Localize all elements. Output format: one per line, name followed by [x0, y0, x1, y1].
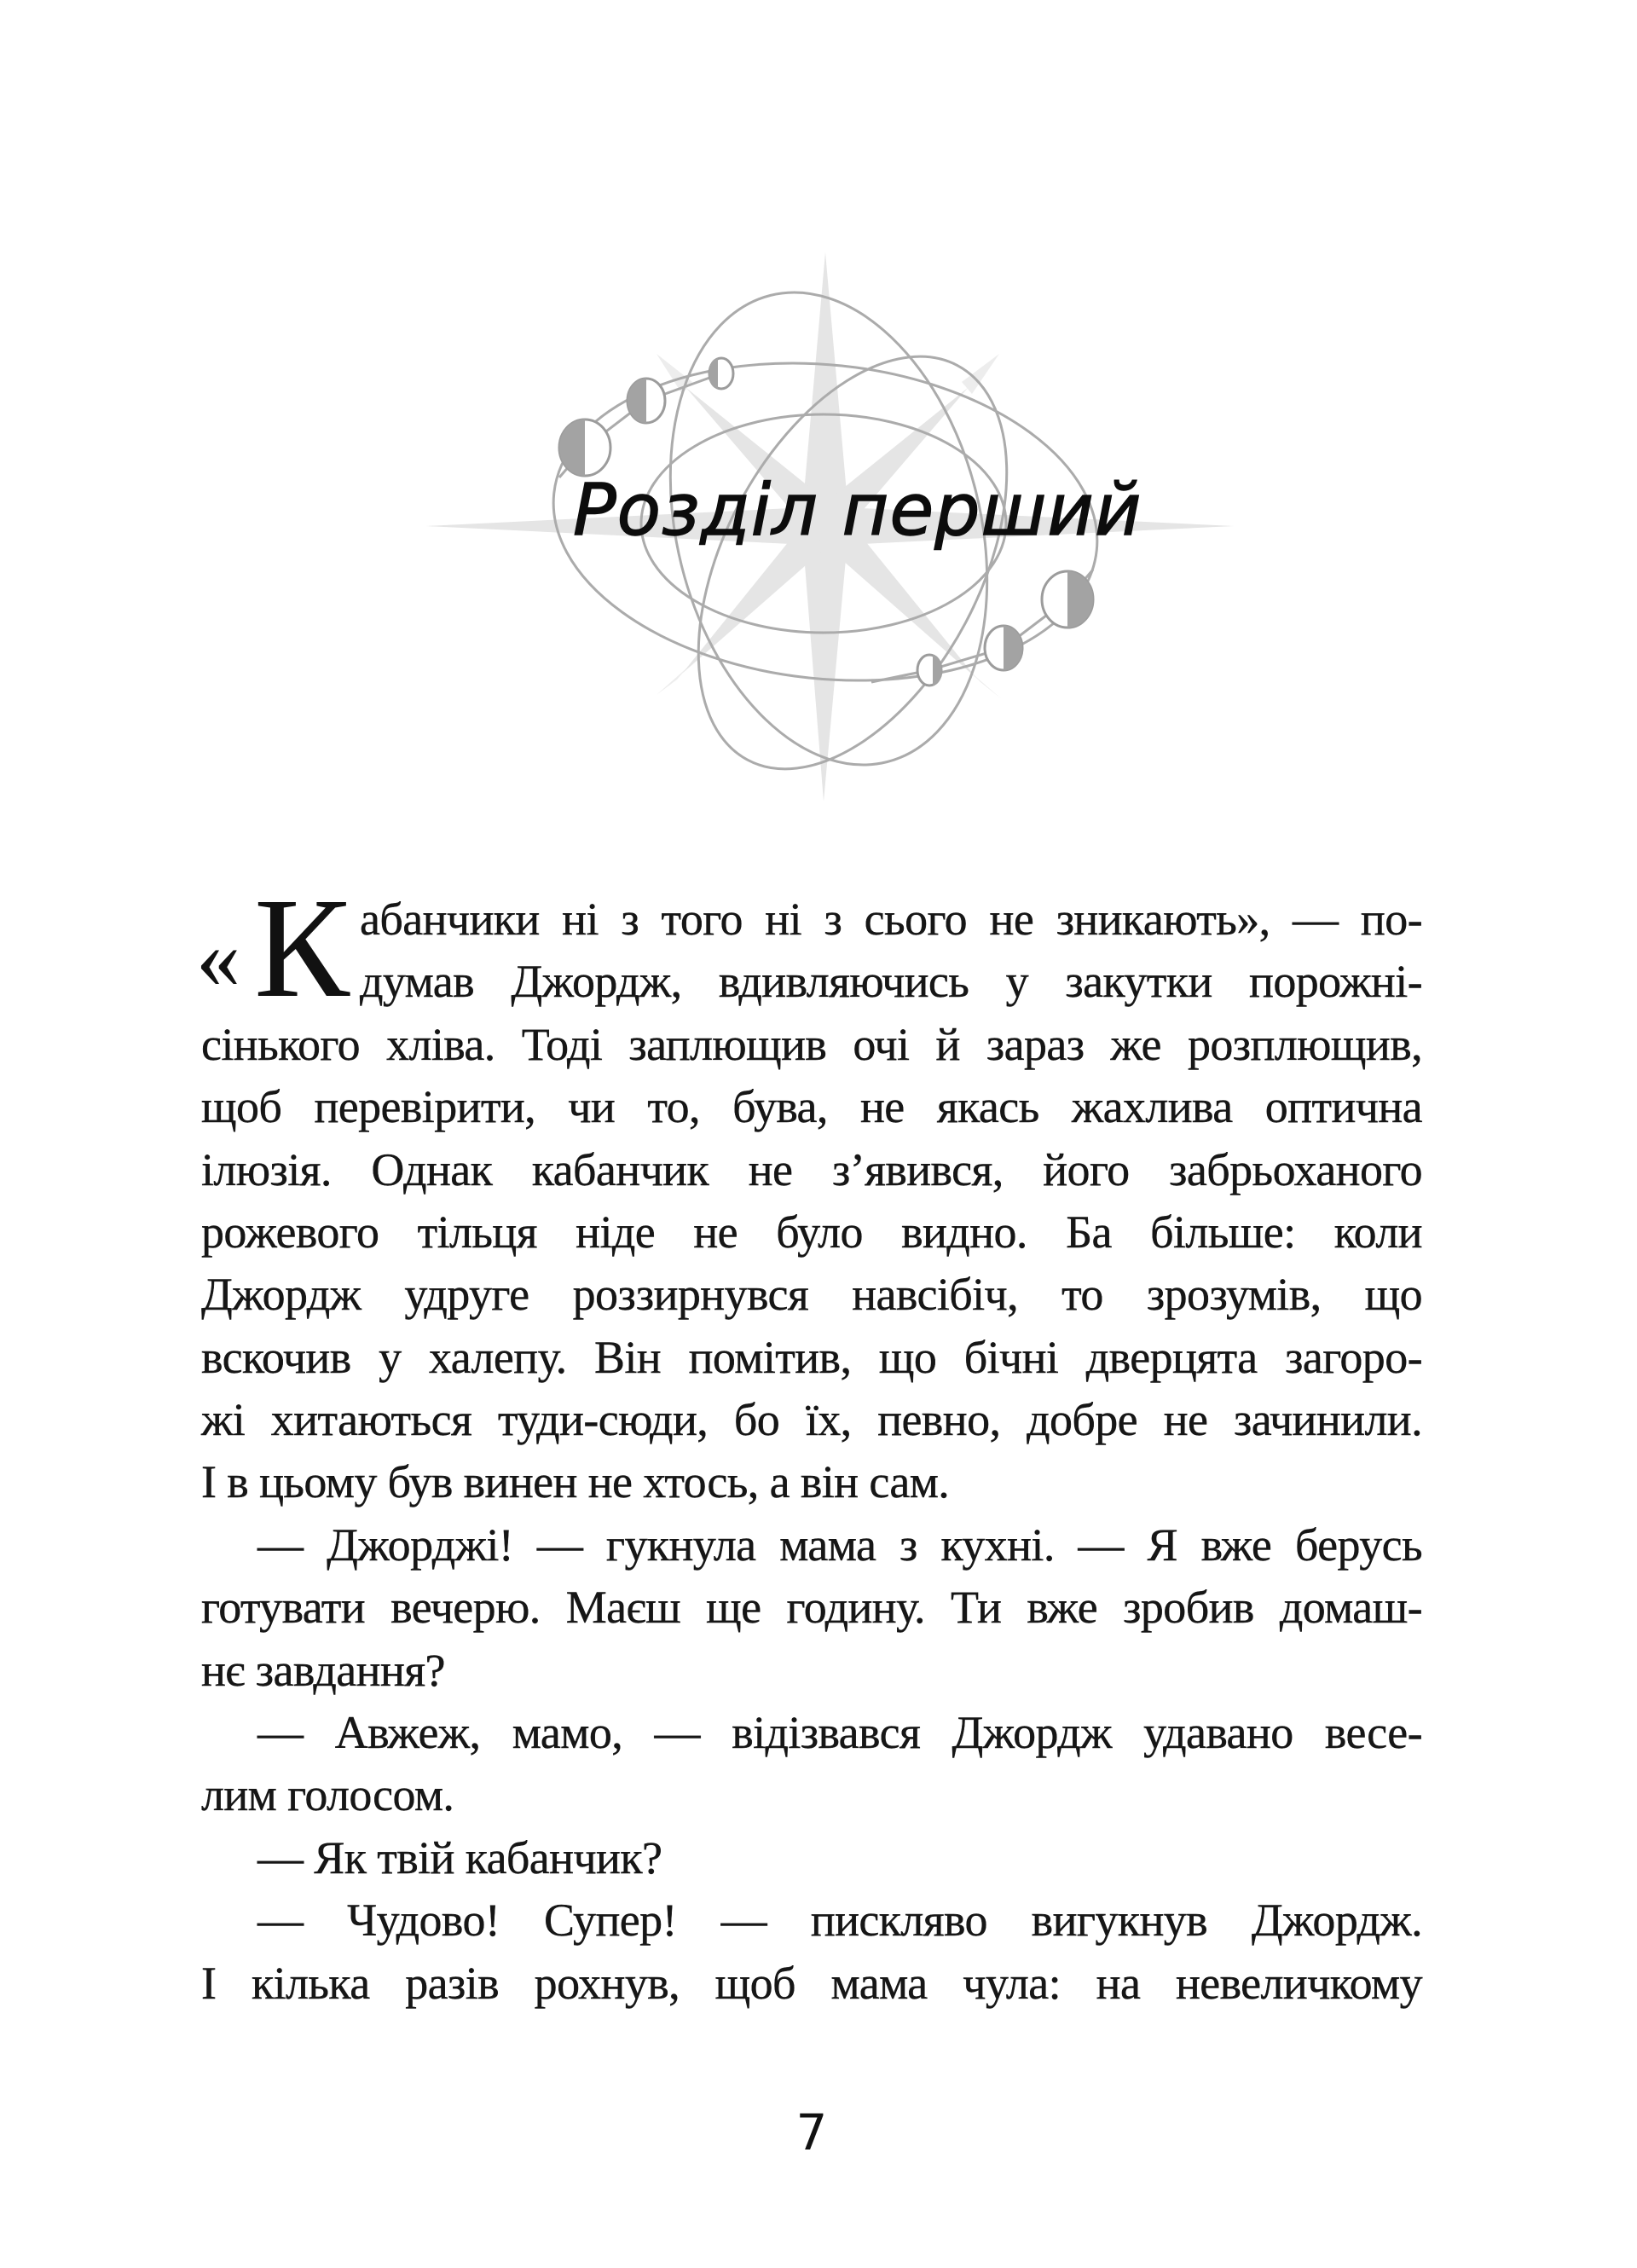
- text-line: жі хитаються туди-сюди, бо їх, певно, добре не зачинили.: [201, 1394, 1422, 1445]
- text-line: щоб перевірити, чи то, бува, не якась жахлива оптична: [201, 1081, 1422, 1132]
- text-line: ілюзія. Однак кабанчик не з’явився, його забрьоханого: [201, 1144, 1422, 1195]
- text-line: І кілька разів рохнув, щоб мама чула: на невеличкому: [201, 1958, 1422, 2009]
- text-line: рожевого тільця ніде не було видно. Ба більше: коли: [201, 1206, 1422, 1258]
- dialogue-line: — Авжеж, мамо, — відізвався Джордж удавано весе-: [257, 1707, 1422, 1758]
- text-line: лим голосом.: [201, 1769, 454, 1820]
- text-line: І в цьому був винен не хтось, а він сам.: [201, 1456, 950, 1507]
- moon-phase-icon: [985, 626, 1022, 670]
- moon-chain-upper-left: [559, 358, 733, 477]
- dialogue-line: — Як твій кабанчик?: [257, 1832, 662, 1883]
- drop-quote-mark: «: [196, 909, 232, 1007]
- drop-cap: К: [254, 869, 350, 1027]
- text-line: нє завдання?: [201, 1645, 445, 1696]
- moon-phase-icon: [917, 655, 942, 686]
- dialogue-line: — Джорджі! — гукнула мама з кухні. — Я вже берусь: [257, 1519, 1422, 1571]
- text-line: сінького хліва. Тоді заплющив очі й зараз же розплющив,: [201, 1019, 1422, 1070]
- text-line: думав Джордж, вдивляючись у закутки порожні-: [360, 956, 1422, 1007]
- chapter-emblem: [0, 0, 1637, 853]
- chapter-title: Розділ перший: [573, 468, 1142, 552]
- text-line: готувати вечерю. Маєш ще годину. Ти вже зробив домаш-: [201, 1582, 1422, 1633]
- text-line: Джордж удруге роззирнувся навсібіч, то зрозумів, що: [201, 1269, 1422, 1320]
- page-number: 7: [795, 2103, 828, 2161]
- text-line: абанчики ні з того ні з сього не зникають», — по-: [360, 894, 1422, 945]
- moon-phase-icon: [628, 379, 665, 423]
- moon-phase-icon: [709, 358, 733, 389]
- moon-phase-icon: [1042, 571, 1093, 628]
- text-line: вскочив у халепу. Він помітив, що бічні дверцята загоро-: [201, 1332, 1422, 1383]
- dialogue-line: — Чудово! Супер! — пискляво вигукнув Джордж.: [257, 1895, 1422, 1946]
